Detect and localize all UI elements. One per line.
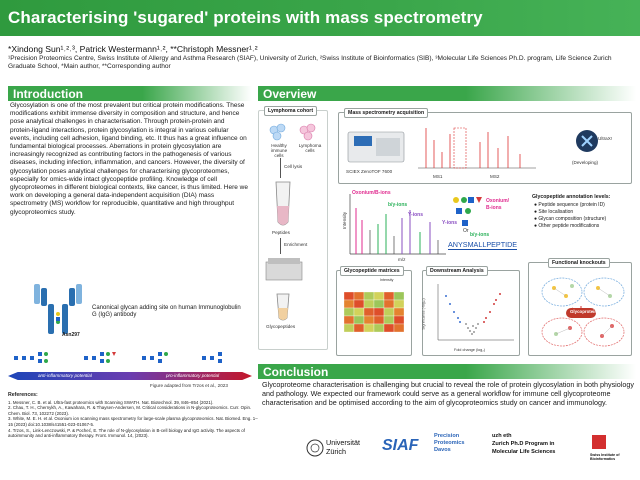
conclusion-heading-text: Conclusion xyxy=(263,365,329,379)
ultrax-icon xyxy=(574,128,600,154)
glycopeptide-heatmap xyxy=(342,282,408,348)
author-names: *Xindong Sun¹˒²˒³, Patrick Westermann¹˒², **Christoph Messner¹˒² xyxy=(8,44,258,54)
reference-item: 4. Trzos, S., Link-Lenczowski, P. & Pocheć, E. The role of N-glycosylation in B-cell biology and IgG activity. The aspects of autoimmunity and anti-inflammatory therapy. Front. Immunol. 14, (2023). xyxy=(8,427,245,439)
heatmap-cell xyxy=(344,300,354,308)
heatmap-cell xyxy=(384,324,394,332)
glycopeptides-label: Glycopeptides xyxy=(266,324,296,329)
heatmap-cell xyxy=(354,300,364,308)
instrument-label: SCIEX ZenoTOF 7600 xyxy=(346,169,393,174)
ppd-line1: Precision xyxy=(434,433,460,439)
siaf-text: SIAF xyxy=(382,437,419,454)
downstream-title: Downstream Analysis xyxy=(426,266,488,276)
lsz-line3: Molecular Life Sciences xyxy=(492,449,556,455)
lymphoma-cells-label: Lymphoma cells xyxy=(298,143,322,153)
heatmap-cell xyxy=(354,324,364,332)
figure-credit: Figure adapted from Trzos et al., 2023 xyxy=(150,383,228,388)
heatmap-cell xyxy=(364,316,374,324)
by-ions-label-2: b/y-ions xyxy=(470,232,490,238)
heatmap-intensity-label: Intensity xyxy=(380,278,394,282)
y-ions-label: Y-ions xyxy=(408,212,424,218)
ppd-line3: Davos xyxy=(434,447,451,453)
heatmap-cell xyxy=(364,324,374,332)
annotation-level-text: Site localisation xyxy=(538,209,574,215)
developing-label: (Developing) xyxy=(572,160,599,165)
heatmap-cell xyxy=(364,308,374,316)
cell-lysis-label: Cell lysis xyxy=(284,164,303,169)
glycopeptide-tube-icon xyxy=(268,292,298,322)
annotated-spectrum xyxy=(342,190,448,260)
heatmap-cell xyxy=(384,300,394,308)
sib-mark-icon xyxy=(592,435,606,449)
healthy-cells-label: Healthy immune cells xyxy=(270,143,288,158)
uzh-line1: Universität xyxy=(326,438,360,447)
annotation-level-item: ● Site localisation xyxy=(534,209,574,215)
b-ions-label: B-ions xyxy=(486,205,502,211)
heatmap-cell xyxy=(394,300,404,308)
mass-spectrometer-icon xyxy=(346,126,406,166)
peptide-sequence: ANYSMALLPEPTIDE xyxy=(448,240,518,249)
introduction-heading xyxy=(8,86,252,101)
igg-antibody-illustration xyxy=(28,280,88,340)
fold-change-label: Fold change (log₂) xyxy=(454,348,486,352)
siaf-logo xyxy=(380,433,430,473)
ms1-label: MS1 xyxy=(433,174,443,179)
introduction-body: Glycosylation is one of the most prevalent but critical protein modifications. These modifications exhibit immense diversity in composition and structure, and hence pose analytical challenges in characterisation. Through protein-protein and protein-ligand interactions, protein glycosylation is integral in various cellular events, including cell adhesion, ligand binding, etc. It thus has a great influence on fundamental biological processes. Aberrations in protein glycosylation are increasingly recognized as contributing factors in the pathogenesis of various diseases, including infection, inflammation, and cancers. However, the diversity of glycosylation poses analytical challenges for characterising glycoproteomes, especially for omics-wide intact glycopeptide profiling. Knowledge of cell glycoproteomes in different biological contexts, like cancer, is thus limited. Here we work on developing a general data-independent acquisition (DIA) mass spectrometry (MS) workflow for reproducible, quantitative and high throughput glycoproteomics study. xyxy=(10,102,248,216)
functional-title: Functional knockouts xyxy=(548,258,610,268)
flow-arrow xyxy=(280,238,281,254)
introduction-heading-text: Introduction xyxy=(13,87,83,101)
pro-inflammatory-label: pro-inflammatory potential xyxy=(166,373,220,378)
logos-row xyxy=(262,433,634,473)
author-affiliations: ¹Precision Proteomics Centre, Swiss Institute of Allergy and Asthma Research (SIAF), University of Zurich, ²Swiss Institute of Bioinformatics (SIB), ³Molecular Life Sciences Ph.D. program, Life Science Zurich Graduate School, *Main author, **Corresponding author xyxy=(8,55,612,71)
ms2-label: MS2 xyxy=(490,174,500,179)
ultrax-label: UltraX! xyxy=(598,136,613,141)
heatmap-cell xyxy=(354,308,364,316)
heatmap-cell xyxy=(394,292,404,300)
annotation-level-text: Other peptide modifications xyxy=(538,223,600,229)
uzh-logo xyxy=(306,433,376,473)
ms-acquisition-title: Mass spectrometry acquisition xyxy=(344,108,428,118)
heatmap-cell xyxy=(394,308,404,316)
uzh-seal-icon xyxy=(306,437,324,459)
heatmap-cell xyxy=(384,292,394,300)
heatmap-cell xyxy=(344,292,354,300)
author-block xyxy=(8,44,633,72)
flow-arrow xyxy=(280,158,281,178)
conclusion-heading xyxy=(258,364,636,379)
annotation-level-text: Peptide sequence (protein ID) xyxy=(538,202,605,208)
uzh-line2: Zürich xyxy=(326,447,346,456)
lsz-line1: uzh eth xyxy=(492,433,512,439)
glycoprotein-label: Glycoprotein xyxy=(570,309,598,314)
overview-heading-text: Overview xyxy=(263,87,317,101)
ms-spectrum-illustration xyxy=(416,122,540,172)
heatmap-cell xyxy=(394,324,404,332)
heatmap-cell xyxy=(374,292,384,300)
title-bar xyxy=(0,0,640,36)
heatmap-cell xyxy=(354,292,364,300)
heatmap-cell xyxy=(364,300,374,308)
peptides-label: Peptides xyxy=(272,230,290,235)
ppd-line2: Proteomics xyxy=(434,440,465,446)
y-ions-label-2: Y-ions xyxy=(442,220,458,226)
page-title: Characterising 'sugared' proteins with mass spectrometry xyxy=(8,8,483,27)
references xyxy=(8,393,258,439)
annotation-level-text: Glycan composition (structure) xyxy=(538,216,607,222)
intensity-axis-label: Intensity xyxy=(342,211,348,230)
heatmap-cell xyxy=(374,308,384,316)
overview-heading xyxy=(258,86,636,101)
annotation-level-item: ● Other peptide modifications xyxy=(534,223,600,229)
oxonium-label-2: Oxonium/ xyxy=(486,198,510,204)
matrices-title: Glycopeptide matrices xyxy=(340,266,404,276)
antibody-caption: Canonical glycan adding site on human Immunoglobulin G (IgG) antibody xyxy=(92,305,241,319)
overview-figure xyxy=(258,102,636,357)
lymphoma-cohort-title: Lymphoma cohort xyxy=(264,106,317,116)
heatmap-cell xyxy=(374,316,384,324)
heatmap-cell xyxy=(344,308,354,316)
heatmap-cell xyxy=(384,316,394,324)
heatmap-cell xyxy=(364,292,374,300)
enrichment-plate-icon xyxy=(264,256,304,286)
anti-inflammatory-label: anti-inflammatory potential xyxy=(38,373,92,378)
sib-text: Swiss Institute of Bioinformatics xyxy=(590,453,620,462)
reference-item: 3. White, M. E. H. et al. Oxonium ion scanning mass spectrometry for large-scale plasma glycoproteomics. Nat. Biomed. Eng. 1–15 (2023) doi:10.1038/s41551-023-01067-5. xyxy=(8,416,258,427)
heatmap-cell xyxy=(354,316,364,324)
or-label: Or xyxy=(463,228,469,234)
ppd-logo xyxy=(434,433,486,473)
lsz-logo xyxy=(492,433,582,473)
heatmap-cell xyxy=(374,300,384,308)
annotation-level-item: ● Glycan composition (structure) xyxy=(534,216,607,222)
sib-logo xyxy=(588,433,634,473)
asn297-label: Asn297 xyxy=(62,332,80,338)
annotation-title: Glycopeptide annotation levels: xyxy=(532,194,611,200)
annotation-level-item: ● Peptide sequence (protein ID) xyxy=(534,202,605,208)
by-ions-label: b/y-ions xyxy=(388,202,408,208)
reference-item: 2. Chau, T. H., Chernykh, A., Kawahara, R. & Thaysen-Andersen, M. Critical considerations in N-glycoproteomics. Curr. Opin. Chem. Biol. 73, 102272 (2023). xyxy=(8,405,252,416)
oxonium-label: Oxonium/B-ions xyxy=(352,190,391,196)
heatmap-cell xyxy=(394,316,404,324)
enrichment-label: Enrichment xyxy=(284,242,308,247)
volcano-plot xyxy=(430,282,516,346)
heatmap-cell xyxy=(374,324,384,332)
heatmap-cell xyxy=(344,324,354,332)
reference-item: 1. Messner, C. B. et al. Ultra-fast proteomics with Scanning SWATH. Nat. Biotechnol. 39, 846–854 (2021). xyxy=(8,399,214,405)
significance-label: Significance (-log₁₀) xyxy=(421,298,426,330)
mz-axis-label: m/z xyxy=(398,257,406,262)
heatmap-cell xyxy=(384,308,394,316)
heatmap-cell xyxy=(344,316,354,324)
conclusion-body: Glycoproteome characterisation is challenging but crucial to reveal the role of protein glycosylation in both physiology and pathology. We expected our framework could serve as a general workflow for immune cell glycoproteome characterisation and be optimised according to the aim of glycoproteomics study on cancer and immunology. xyxy=(262,380,634,408)
tube-icon xyxy=(268,180,298,228)
lsz-line2: Zurich Ph.D Program in xyxy=(492,441,555,447)
references-heading: References: xyxy=(8,392,38,398)
